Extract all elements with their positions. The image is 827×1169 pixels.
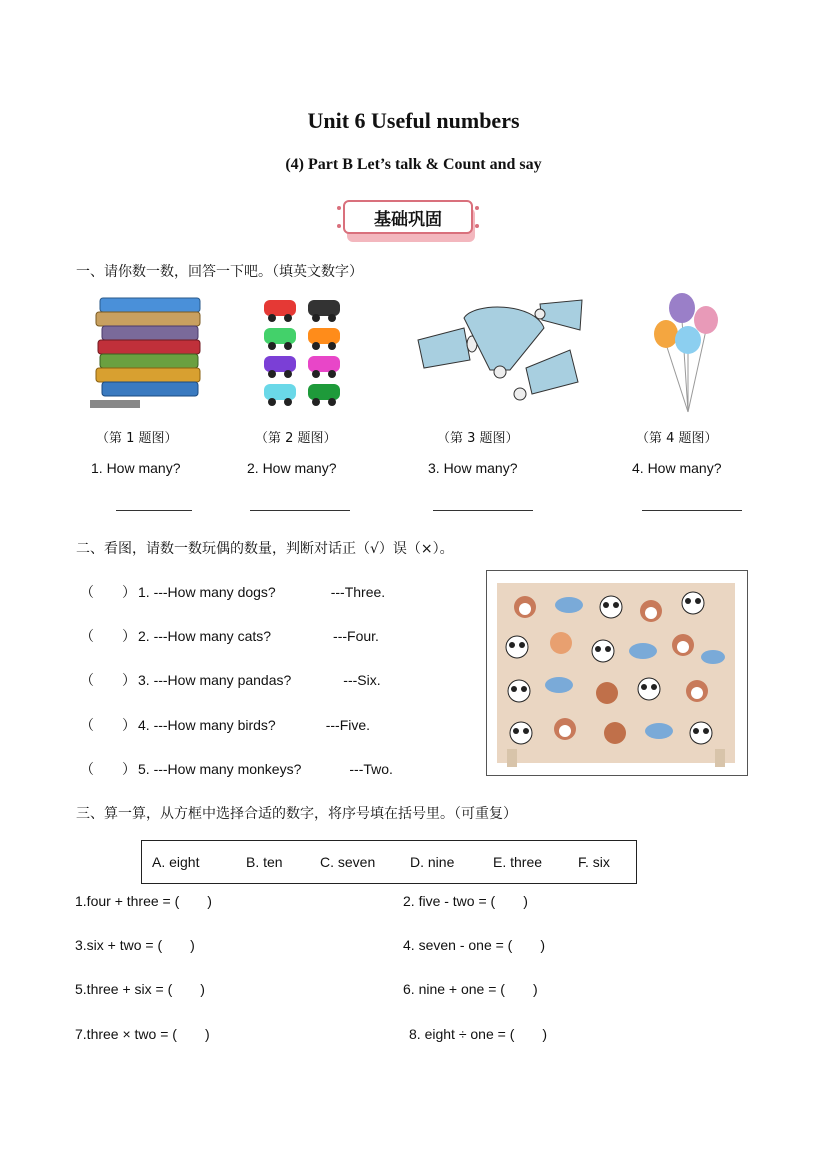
toys-photo-frame	[486, 570, 748, 776]
dialog-answer-4: ---Five.	[325, 717, 371, 733]
caption-2: （第 2 题图）	[255, 431, 337, 446]
section-badge	[343, 198, 479, 244]
judge-item-4	[80, 715, 370, 735]
judge-item-1	[80, 582, 385, 602]
answer-line-4[interactable]	[642, 510, 742, 511]
answer-line-2[interactable]	[250, 510, 350, 511]
calc-problem-4[interactable]: 4. seven - one = ( )	[403, 937, 546, 953]
option-d: D. nine	[410, 854, 455, 870]
dialog-answer-5: ---Two.	[349, 761, 393, 777]
calc-problem-7[interactable]: 7.three × two = ( )	[75, 1026, 210, 1042]
option-c: C. seven	[320, 854, 376, 870]
page-title: Unit 6 Useful numbers	[307, 108, 520, 133]
calc-problem-1[interactable]: 1.four + three = ( )	[75, 893, 212, 909]
answer-paren-5[interactable]: （ ）	[80, 761, 136, 777]
shuttlecocks-illustration	[414, 298, 586, 410]
page-subtitle: (4) Part B Let’s talk & Count and say	[285, 156, 542, 173]
option-f: F. six	[578, 854, 610, 870]
options-box	[141, 840, 637, 884]
calc-problem-2[interactable]: 2. five - two = ( )	[403, 893, 528, 909]
section2-heading: 二、看图，请数一数玩偶的数量，判断对话正（√）误（×）。	[76, 541, 454, 557]
cars-illustration	[258, 294, 348, 412]
dialog-answer-3: ---Six.	[343, 672, 381, 688]
caption-4: （第 4 题图）	[636, 431, 718, 446]
dialog-question-4: 4. ---How many birds?	[138, 717, 276, 733]
dialog-answer-1: ---Three.	[330, 584, 386, 600]
judge-item-2	[80, 626, 379, 646]
toys-photo	[487, 571, 747, 775]
question-2: 2. How many?	[247, 460, 337, 476]
answer-paren-3[interactable]: （ ）	[80, 672, 136, 688]
dialog-question-5: 5. ---How many monkeys?	[138, 761, 302, 777]
answer-paren-1[interactable]: （ ）	[80, 584, 136, 600]
calc-problem-6[interactable]: 6. nine + one = ( )	[403, 981, 538, 997]
caption-1: （第 1 题图）	[96, 431, 178, 446]
question-3: 3. How many?	[428, 460, 518, 476]
judge-item-5	[80, 759, 393, 779]
answer-paren-2[interactable]: （ ）	[80, 628, 136, 644]
answer-line-3[interactable]	[433, 510, 533, 511]
books-illustration	[86, 292, 210, 412]
dialog-question-1: 1. ---How many dogs?	[138, 584, 276, 600]
judge-item-3	[80, 670, 381, 690]
dialog-question-2: 2. ---How many cats?	[138, 628, 272, 644]
badge-label: 基础巩固	[374, 209, 442, 229]
option-e: E. three	[493, 854, 543, 870]
section1-heading: 一、请你数一数，回答一下吧。（填英文数字）	[76, 264, 363, 280]
calc-problem-8[interactable]: 8. eight ÷ one = ( )	[409, 1026, 548, 1042]
answer-paren-4[interactable]: （ ）	[80, 717, 136, 733]
answer-line-1[interactable]	[116, 510, 192, 511]
dialog-answer-2: ---Four.	[333, 628, 379, 644]
caption-3: （第 3 题图）	[437, 431, 519, 446]
option-a: A. eight	[152, 854, 200, 870]
section3-heading: 三、算一算，从方框中选择合适的数字，将序号填在括号里。（可重复）	[76, 806, 517, 822]
calc-problem-3[interactable]: 3.six + two = ( )	[75, 937, 195, 953]
dialog-question-3: 3. ---How many pandas?	[138, 672, 292, 688]
option-b: B. ten	[246, 854, 283, 870]
calc-problem-5[interactable]: 5.three + six = ( )	[75, 981, 205, 997]
question-1: 1. How many?	[91, 460, 181, 476]
question-4: 4. How many?	[632, 460, 722, 476]
balloons-illustration	[648, 292, 724, 416]
